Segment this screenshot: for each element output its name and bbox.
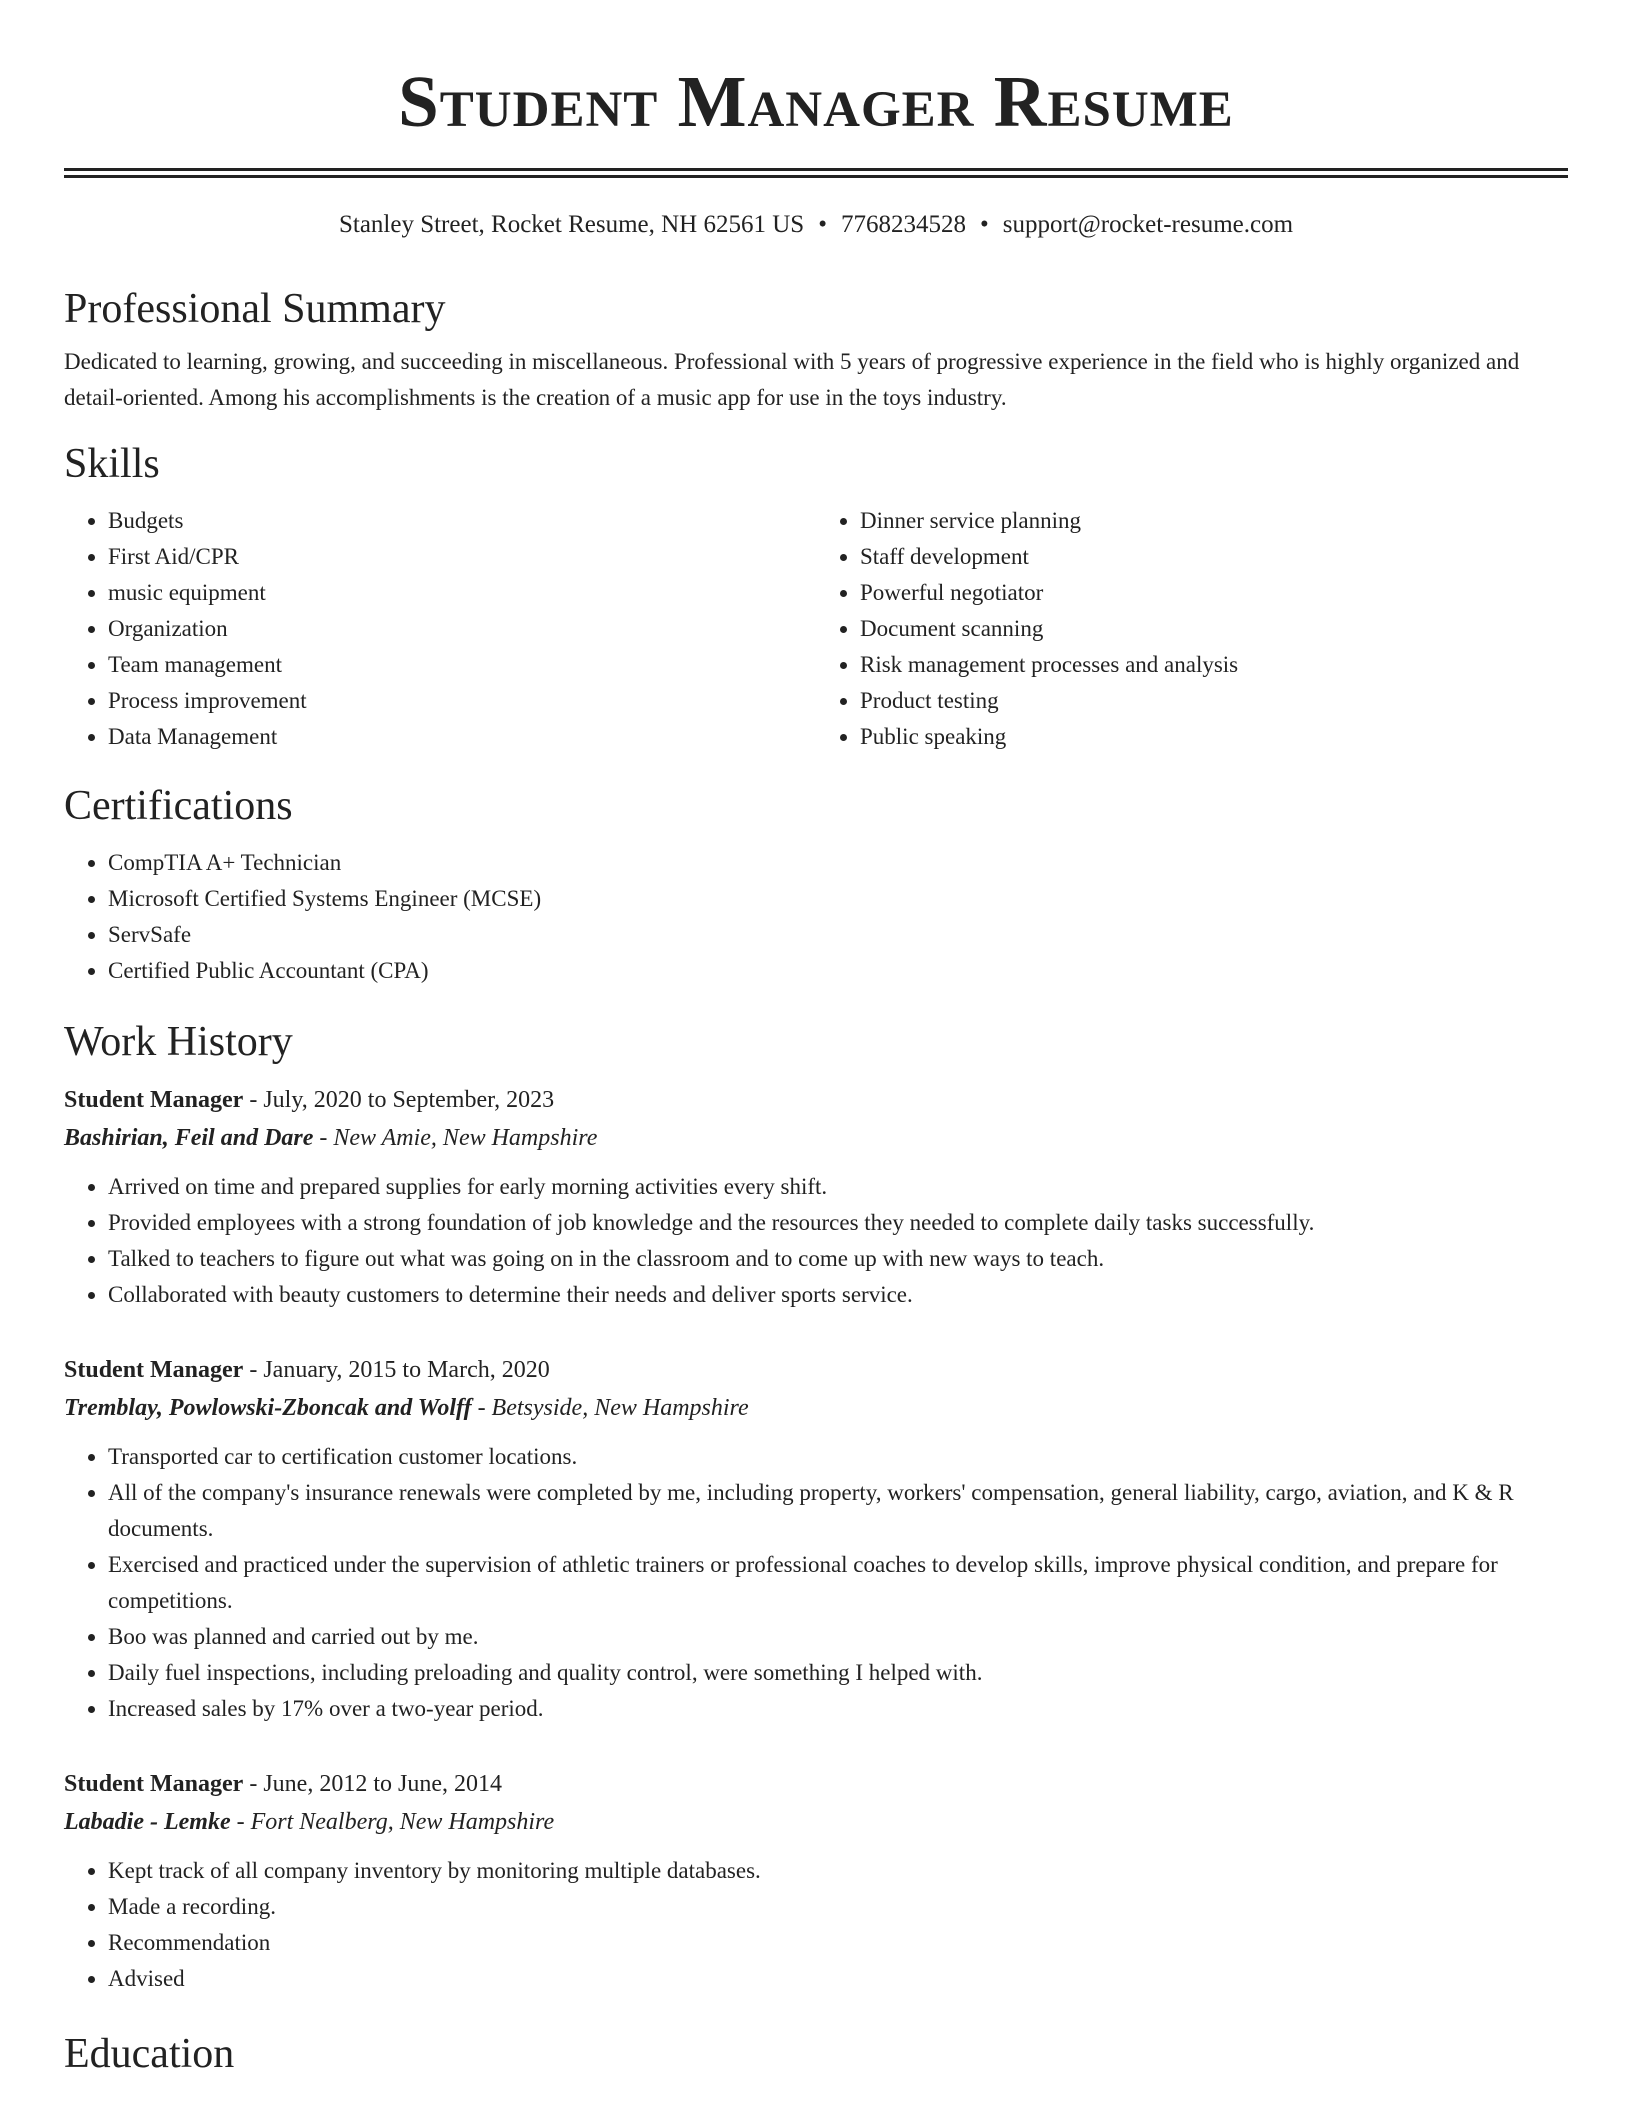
job-bullet: • All of the company's insurance renewals were completed by me, including property, workers' compensation, general liability, cargo, aviation, and K & R documents. [108, 1475, 1568, 1547]
skills-list-left [64, 503, 816, 755]
skill-item: • Public speaking [860, 719, 1568, 755]
contact-email: support@rocket-resume.com [1002, 211, 1294, 238]
certification-item: • CompTIA A+ Technician [108, 845, 1568, 881]
job-bullet: • Provided employees with a strong foundation of job knowledge and the resources they needed to complete daily tasks successfully. [108, 1205, 1568, 1241]
job-company-line [64, 1803, 1568, 1841]
job-location: - Fort Nealberg, New Hampshire [230, 1809, 555, 1835]
contact-separator: • [979, 211, 989, 238]
summary-text: Dedicated to learning, growing, and succeeding in miscellaneous. Professional with 5 years of progressive experience in the field who is highly organized and detail-oriented. Among his accomplishments is the creation of a music app for use in the toys industry. [64, 349, 1520, 410]
contact-separator: • [818, 211, 827, 238]
job-company-line [64, 1119, 1568, 1157]
skill-item: • Team management [108, 647, 816, 683]
job-dates: - June, 2012 to June, 2014 [243, 1771, 502, 1797]
summary-heading: Professional Summary [64, 286, 446, 332]
job-bullet: • Talked to teachers to figure out what was going on in the classroom and to come up with new ways to teach. [108, 1241, 1568, 1277]
job-bullets [64, 1169, 1568, 1313]
contact-phone: 7768234528 [840, 211, 966, 238]
job-bullet: • Daily fuel inspections, including preloading and quality control, were something I helped with. [108, 1655, 1568, 1691]
skill-item: • Staff development [860, 539, 1568, 575]
job-bullet: • Kept track of all company inventory by monitoring multiple databases. [108, 1853, 1568, 1889]
skills-heading: Skills [64, 441, 160, 487]
job-entry [64, 1081, 1568, 1313]
job-bullets [64, 1853, 1568, 1997]
skill-item: • First Aid/CPR [108, 539, 816, 575]
job-bullet: • Transported car to certification customer locations. [108, 1439, 1568, 1475]
job-company: Bashirian, Feil and Dare [64, 1125, 314, 1151]
job-title: Student Manager [64, 1771, 244, 1797]
skills-list-right [816, 503, 1568, 755]
skill-item: • Process improvement [108, 683, 816, 719]
job-company: Tremblay, Powlowski-Zboncak and Wolff [64, 1395, 472, 1421]
skill-item: • Product testing [860, 683, 1568, 719]
certification-item: • Microsoft Certified Systems Engineer (MCSE) [108, 881, 1568, 917]
job-bullet: • Collaborated with beauty customers to determine their needs and deliver sports service. [108, 1277, 1568, 1313]
job-bullet: • Boo was planned and carried out by me. [108, 1619, 1568, 1655]
job-bullet: • Increased sales by 17% over a two-year period. [108, 1691, 1568, 1727]
job-company: Labadie - Lemke [64, 1809, 231, 1835]
job-dates: - January, 2015 to March, 2020 [243, 1357, 550, 1383]
job-location: - New Amie, New Hampshire [313, 1125, 598, 1151]
job-entry [64, 1351, 1568, 1727]
job-title: Student Manager [64, 1087, 244, 1113]
job-title-line [64, 1081, 1568, 1119]
skill-item: • music equipment [108, 575, 816, 611]
skill-item: • Document scanning [860, 611, 1568, 647]
job-title-line [64, 1351, 1568, 1389]
job-title: Student Manager [64, 1357, 244, 1383]
education-heading: Education [64, 2031, 235, 2077]
title-double-rule [64, 168, 1568, 178]
certifications-list [64, 845, 1568, 989]
job-bullet: • Advised [108, 1961, 1568, 1997]
skills-columns [64, 503, 1568, 755]
job-dates: - July, 2020 to September, 2023 [243, 1087, 555, 1113]
skill-item: • Risk management processes and analysis [860, 647, 1568, 683]
resume-title: Student Manager Resume [398, 61, 1234, 142]
resume-page [64, 0, 1568, 2079]
skill-item: • Budgets [108, 503, 816, 539]
skill-item: • Data Management [108, 719, 816, 755]
certification-item: • ServSafe [108, 917, 1568, 953]
job-location: - Betsyside, New Hampshire [471, 1395, 749, 1421]
job-entry [64, 1765, 1568, 1997]
certifications-heading: Certifications [64, 783, 293, 829]
work-history-heading: Work History [64, 1019, 293, 1065]
job-company-line [64, 1389, 1568, 1427]
job-title-line [64, 1765, 1568, 1803]
contact-line [64, 208, 1568, 242]
skill-item: • Powerful negotiator [860, 575, 1568, 611]
job-bullet: • Made a recording. [108, 1889, 1568, 1925]
skill-item: • Dinner service planning [860, 503, 1568, 539]
skill-item: • Organization [108, 611, 816, 647]
job-bullet: • Recommendation [108, 1925, 1568, 1961]
contact-address: Stanley Street, Rocket Resume, NH 62561 US [338, 211, 805, 238]
job-bullet: • Exercised and practiced under the supervision of athletic trainers or professional coaches to develop skills, improve physical condition, and prepare for competitions. [108, 1547, 1568, 1619]
job-bullets [64, 1439, 1568, 1727]
certification-item: • Certified Public Accountant (CPA) [108, 953, 1568, 989]
job-bullet: • Arrived on time and prepared supplies for early morning activities every shift. [108, 1169, 1568, 1205]
